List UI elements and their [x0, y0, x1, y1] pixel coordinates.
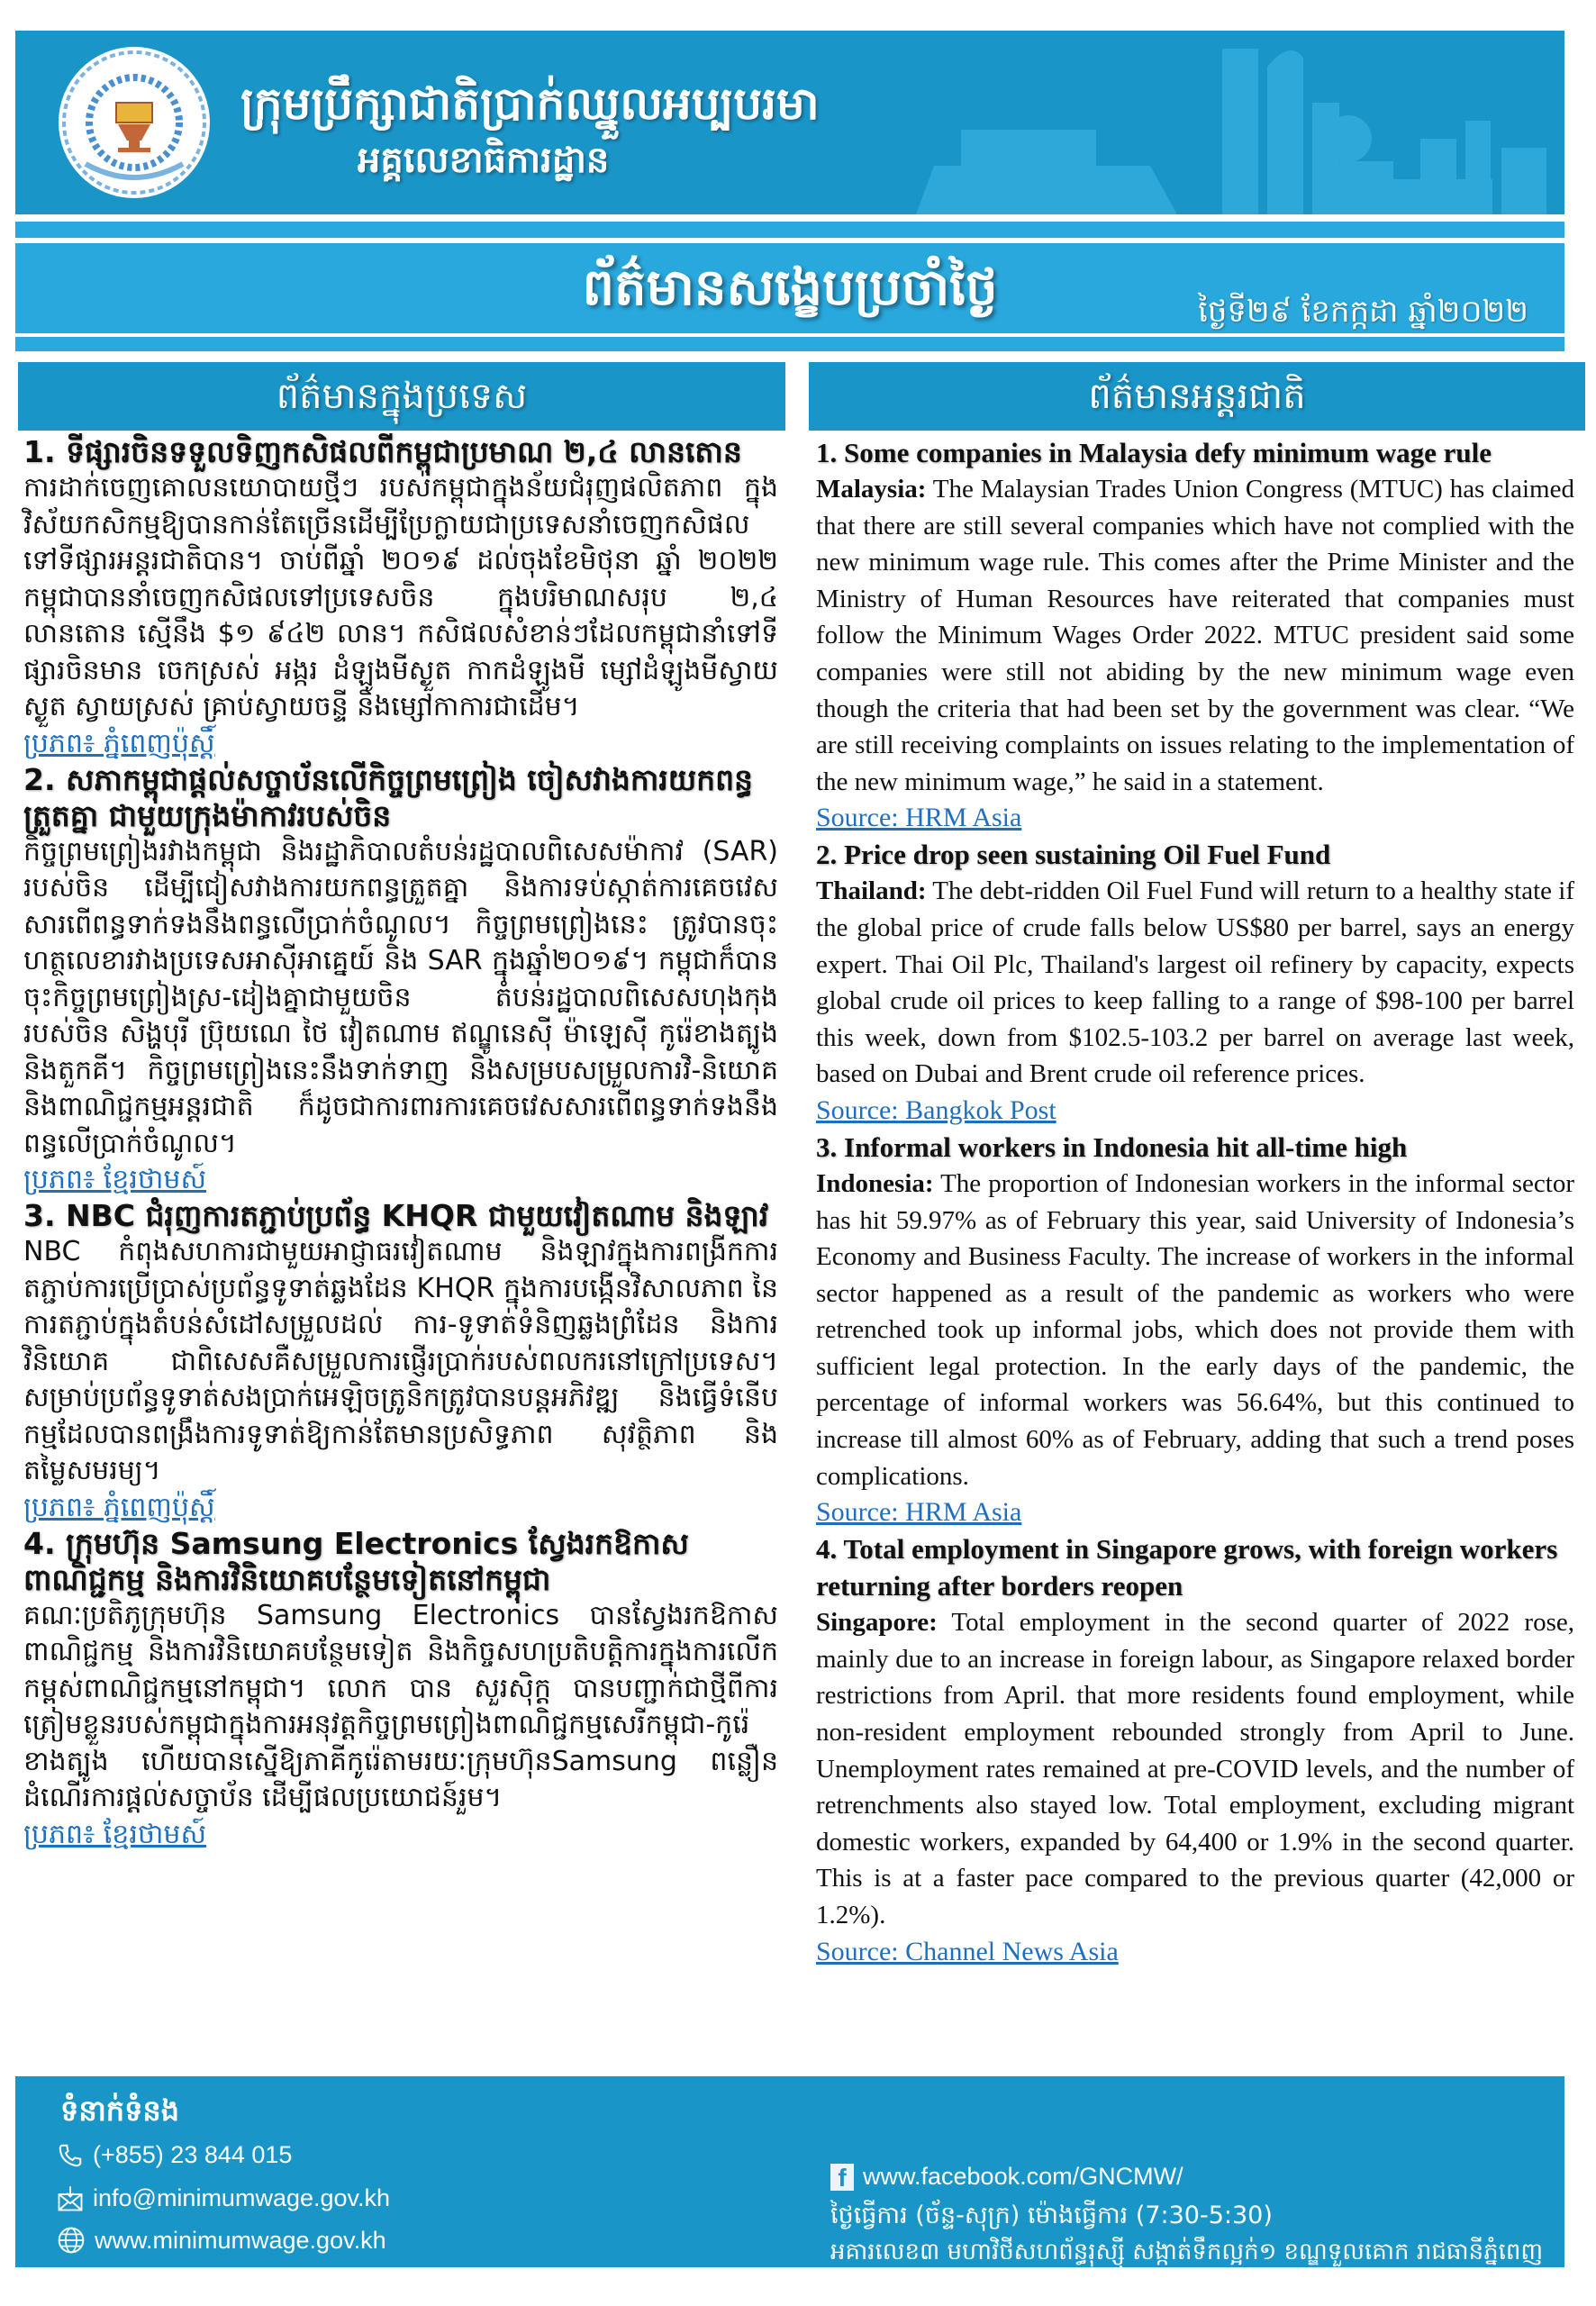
title-band: [15, 243, 1564, 333]
article-body: [816, 1604, 1574, 1933]
emblem-icon: [59, 47, 210, 198]
article-body: [816, 873, 1574, 1093]
article-title: 3. Informal workers in Indonesia hit all-time high: [816, 1130, 1408, 1163]
article-title: 1. Some companies in Malaysia defy minimum wage rule: [816, 437, 1492, 468]
article-body: [816, 471, 1574, 800]
news-article: [816, 836, 1574, 1129]
international-news-column: [816, 434, 1574, 1970]
phone-icon: [57, 2142, 84, 2169]
article-body: កិច្ចព្រមព្រៀងរវាងកម្ពុជា និងរដ្ឋាភិបាលតំបន់រដ្ឋបាលពិសេសម៉ាកាវ (SAR) របស់ចិន ដើម្បីជៀសវាងការយកពន្ធត្រួតគ្នា និងការទប់ស្កាត់ការគេចវេសសារពើពន្ធទាក់ទងនឹងពន្ធលើប្រាក់ចំណូល។ កិច្ចព្រមព្រៀងនេះ ត្រូវបានចុះហត្ថលេខារវាងប្រទេសអាស៊ីអាគ្នេយ៍ និង SAR ក្នុងឆ្នាំ២០១៩។ កម្ពុជាក៏បានចុះកិច្ចព្រមព្រៀងស្រ-ដៀងគ្នាជាមួយចិន តំបន់រដ្ឋបាលពិសេសហុងកុងរបស់ចិន សិង្ហបុរី ប្រ៊ុយណេ ថៃ វៀតណាម ឥណ្ឌូនេស៊ី ម៉ាឡេស៊ី កូរ៉េខាងត្បូង និងតួកគី។ កិច្ចព្រមព្រៀងនេះនឹងទាក់ទាញ និងសម្របសម្រួលការវិ-និយោគ និងពាណិជ្ជកម្មអន្តរជាតិ ក៏ដូចជាការពារការគេចវេសសារពើពន្ធទាក់ទងនឹងពន្ធលើប្រាក់ចំណូល។: [23, 835, 778, 1159]
article-source-link[interactable]: ប្រភព៖ ខ្មែរថាមស៍: [23, 1164, 207, 1195]
article-country: Indonesia:: [816, 1168, 934, 1198]
organization-name: ក្រុមប្រឹក្សាជាតិប្រាក់ឈ្នួលអប្បបរមា: [240, 77, 820, 130]
article-text: Total employment in the second quarter of 2022 rose, mainly due to an increase in foreign labour, as Singapore relaxed border restrictions from April. that more residents found employment, while non-resident employment rebounded strongly from April to June. Unemployment rates remained at pre-COVID levels, and the number of retrenchments also stayed low. Total employment, excluding migrant domestic workers, expanded by 64,400 or 1.9% in the second quarter. This is at a faster pace compared to the previous quarter (42,000 or 1.2%).: [816, 1608, 1574, 1929]
article-source-link[interactable]: ប្រភព៖ ភ្នំពេញប៉ុស្តិ៍: [23, 1491, 215, 1523]
contact-email: [57, 2184, 390, 2212]
office-hours: ថ្ងៃធ្វើការ (ច័ន្ទ-សុក្រ) ម៉ោងធ្វើការ (7:30-5:30): [830, 2202, 1273, 2229]
contact-title: ទំនាក់ទំនង: [60, 2093, 180, 2128]
page-title: ព័ត៌មានសង្ខេបប្រចាំថ្ងៃ: [582, 259, 998, 317]
organization-subtitle: អគ្គលេខាធិការដ្ឋាន: [358, 140, 610, 181]
news-article: [23, 1198, 778, 1526]
facebook-icon: f: [830, 2164, 854, 2191]
article-source-link[interactable]: Source: Bangkok Post: [816, 1094, 1056, 1125]
international-news-heading: ព័ត៌មានអន្តរជាតិ: [809, 362, 1585, 431]
email-address[interactable]: info@minimumwage.gov.kh: [93, 2184, 391, 2211]
article-title: 1. ទីផ្សារចិនទទួលទិញកសិផលពីកម្ពុជាប្រមាណ ២,៤ លានតោន: [23, 434, 742, 469]
publication-date: ថ្ងៃទី២៩ ខែកក្កដា ឆ្នាំ២០២២: [1198, 294, 1528, 330]
news-article: [23, 762, 778, 1199]
office-address: អគារលេខ៣ មហាវិថីសហព័ន្ធរុស្ស៊ី សង្កាត់ទឹកល្អក់១ ខណ្ឌទួលគោក រាជធានីភ្នំពេញ: [830, 2238, 1544, 2265]
article-body: NBC កំពុងសហការជាមួយអាជ្ញាធរវៀតណាម និងឡាវក្នុងការពង្រីកការតភ្ជាប់ការប្រើប្រាស់ប្រព័ន្ធទូទាត់ឆ្លងដែន KHQR ក្នុងការបង្កើនវិសាលភាព នៃការតភ្ជាប់ក្នុងតំបន់សំដៅសម្រួលដល់ ការ-ទូទាត់ទំនិញឆ្លងព្រំដែន និងការវិនិយោគ ជាពិសេសគឺសម្រួលការផ្ញើរប្រាក់របស់ពលករនៅក្រៅប្រទេស។ សម្រាប់ប្រព័ន្ធទូទាត់សងប្រាក់អេឡិចត្រូនិកត្រូវបានបន្តអភិវឌ្ឍ និងធ្វើទំនើបកម្មដែលបានពង្រឹងការទូទាត់ឱ្យកាន់តែមានប្រសិទ្ធភាព សុវត្ថិភាព និងតម្លៃសមរម្យ។: [23, 1236, 778, 1486]
contact-facebook: [830, 2163, 1183, 2191]
city-skyline-illustration: [880, 31, 1564, 214]
article-source-link[interactable]: Source: HRM Asia: [816, 803, 1022, 833]
article-title: 2. សភាកម្ពុជាផ្តល់សច្ចាប័នលើកិច្ចព្រមព្រៀង ចៀសវាងការយកពន្ធត្រួតគ្នា ជាមួយក្រុងម៉ាកាវរបស់ចិន: [23, 761, 753, 833]
article-source-link[interactable]: ប្រភព៖ ខ្មែរថាមស៍: [23, 1818, 207, 1850]
article-body: [816, 1166, 1574, 1494]
article-country: Thailand:: [816, 876, 927, 906]
article-country: Singapore:: [816, 1608, 938, 1638]
article-source-link[interactable]: ប្រភព៖ ភ្នំពេញប៉ុស្តិ៍: [23, 727, 215, 759]
contact-phone: [57, 2141, 292, 2169]
news-article: [816, 1530, 1574, 1969]
article-text: The Malaysian Trades Union Congress (MTUC) has claimed that there are still several companies which have not complied with the new minimum wage rule. This comes after the Prime Minister and the Ministry of Human Resources have reiterated that companies must follow the Minimum Wages Order 2022. MTUC president said some companies were still not abiding by the new minimum wage even though the criteria that had been set by the government was clear. “We are still receiving complaints on issues relating to the implementation of the new minimum wage,” he said in a statement.: [816, 475, 1574, 796]
article-source-link[interactable]: Source: HRM Asia: [816, 1497, 1022, 1528]
phone-number[interactable]: (+855) 23 844 015: [93, 2141, 293, 2168]
article-body: គណៈប្រតិភូក្រុមហ៊ុន Samsung Electronics បានស្វែងរកឱកាសពាណិជ្ជកម្ម និងការវិនិយោគបន្ថែមទៀត និងកិច្ចសហប្រតិបត្តិការក្នុងការលើកកម្ពស់ពាណិជ្ជកម្មនៅកម្ពុជា។ លោក បាន សួរស៊ិក្ដ បានបញ្ជាក់ជាថ្មីពីការត្រៀមខ្លួនរបស់កម្ពុជាក្នុងការអនុវត្តកិច្ចព្រមព្រៀងពាណិជ្ជកម្មសេរីកម្ពុជា-កូរ៉េខាងត្បូង ហើយបានស្នើឱ្យភាគីកូរ៉េតាមរយៈក្រុមហ៊ុនSamsung ពន្លឿនដំណើរការផ្តល់សច្ចាប័ន ដើម្បីផលប្រយោជន៍រួម។: [23, 1599, 778, 1813]
header-banner: [15, 31, 1564, 214]
facebook-link[interactable]: www.facebook.com/GNCMW/: [863, 2163, 1183, 2190]
article-title: 4. Total employment in Singapore grows, with foreign workers returning after borders reopen: [816, 1533, 1558, 1602]
article-title: 4. ក្រុមហ៊ុន Samsung Electronics ស្វែងរកឱកាសពាណិជ្ជកម្ម និងការវិនិយោគបន្ថែមទៀតនៅកម្ពុជា: [23, 1525, 689, 1597]
divider-strip: [15, 337, 1564, 351]
article-body: ការដាក់ចេញគោលនយោបាយថ្មីៗ របស់កម្ពុជាក្នុងន័យជំរុញផលិតភាព ក្នុងវិស័យកសិកម្មឱ្យបានកាន់តែច្រើនដើម្បីប្រែក្លាយជាប្រទេសនាំចេញកសិផលទៅទីផ្សារអន្តរជាតិបាន។ ចាប់ពីឆ្នាំ ២០១៩ ដល់ចុងខែមិថុនា ឆ្នាំ ២០២២ កម្ពុជាបាននាំចេញកសិផលទៅប្រទេសចិន ក្នុងបរិមាណសរុប ២,៤ លានតោន ស្មើនឹង $១ ៩៤២ លាន។ កសិផលសំខាន់ៗដែលកម្ពុជានាំទៅទីផ្សារចិនមាន ចេកស្រស់ អង្ករ ដំឡូងមីស្ងួត កាកដំឡូងមី ម្សៅដំឡូងមីស្វាយស្ងួត ស្វាយស្រស់ គ្រាប់ស្វាយចន្ទី និងម្សៅកាការជាដើម។: [23, 472, 778, 722]
local-news-heading: ព័ត៌មានក្នុងប្រទេស: [18, 362, 785, 431]
news-article: [23, 1526, 778, 1853]
article-country: Malaysia:: [816, 475, 927, 504]
website-link[interactable]: www.minimumwage.gov.kh: [95, 2226, 386, 2254]
article-title: 2. Price drop seen sustaining Oil Fuel Fund: [816, 839, 1331, 871]
news-article: [23, 434, 778, 762]
contact-website: [57, 2226, 386, 2255]
contact-footer: [15, 2076, 1564, 2267]
news-article: [816, 434, 1574, 836]
article-text: The debt-ridden Oil Fuel Fund will return to a healthy state if the global price of crude falls below US$80 per barrel, says an energy expert. Thai Oil Plc, Thailand's largest oil refinery by capacity, expects global crude oil prices to keep falling to a range of $98-100 per barrel this week, down from $102.5-103.2 per barrel on average last week, based on Dubai and Brent crude oil reference prices.: [816, 876, 1574, 1089]
article-source-link[interactable]: Source: Channel News Asia: [816, 1936, 1119, 1966]
article-text: The proportion of Indonesian workers in the informal sector has hit 59.97% as of February this year, said University of Indonesia’s Economy and Business Faculty. The increase of workers in the informal sector happened as a result of the pandemic as workers who were retrenched took up informal jobs, which does not provide them with sufficient legal protection. In the early days of the pandemic, the percentage of informal workers was 56.64%, but this continued to increase till almost 60% as of February, adding that such a trend poses complications.: [816, 1168, 1574, 1491]
local-news-column: [23, 434, 778, 1853]
mail-icon: [57, 2185, 84, 2212]
emblem-logo: [59, 47, 210, 198]
article-title: 3. NBC ជំរុញការតភ្ជាប់ប្រព័ន្ធ KHQR ជាមួយវៀតណាម និងឡាវ: [23, 1198, 769, 1233]
globe-icon: [57, 2226, 86, 2255]
divider-strip: [15, 222, 1564, 238]
news-article: [816, 1129, 1574, 1530]
